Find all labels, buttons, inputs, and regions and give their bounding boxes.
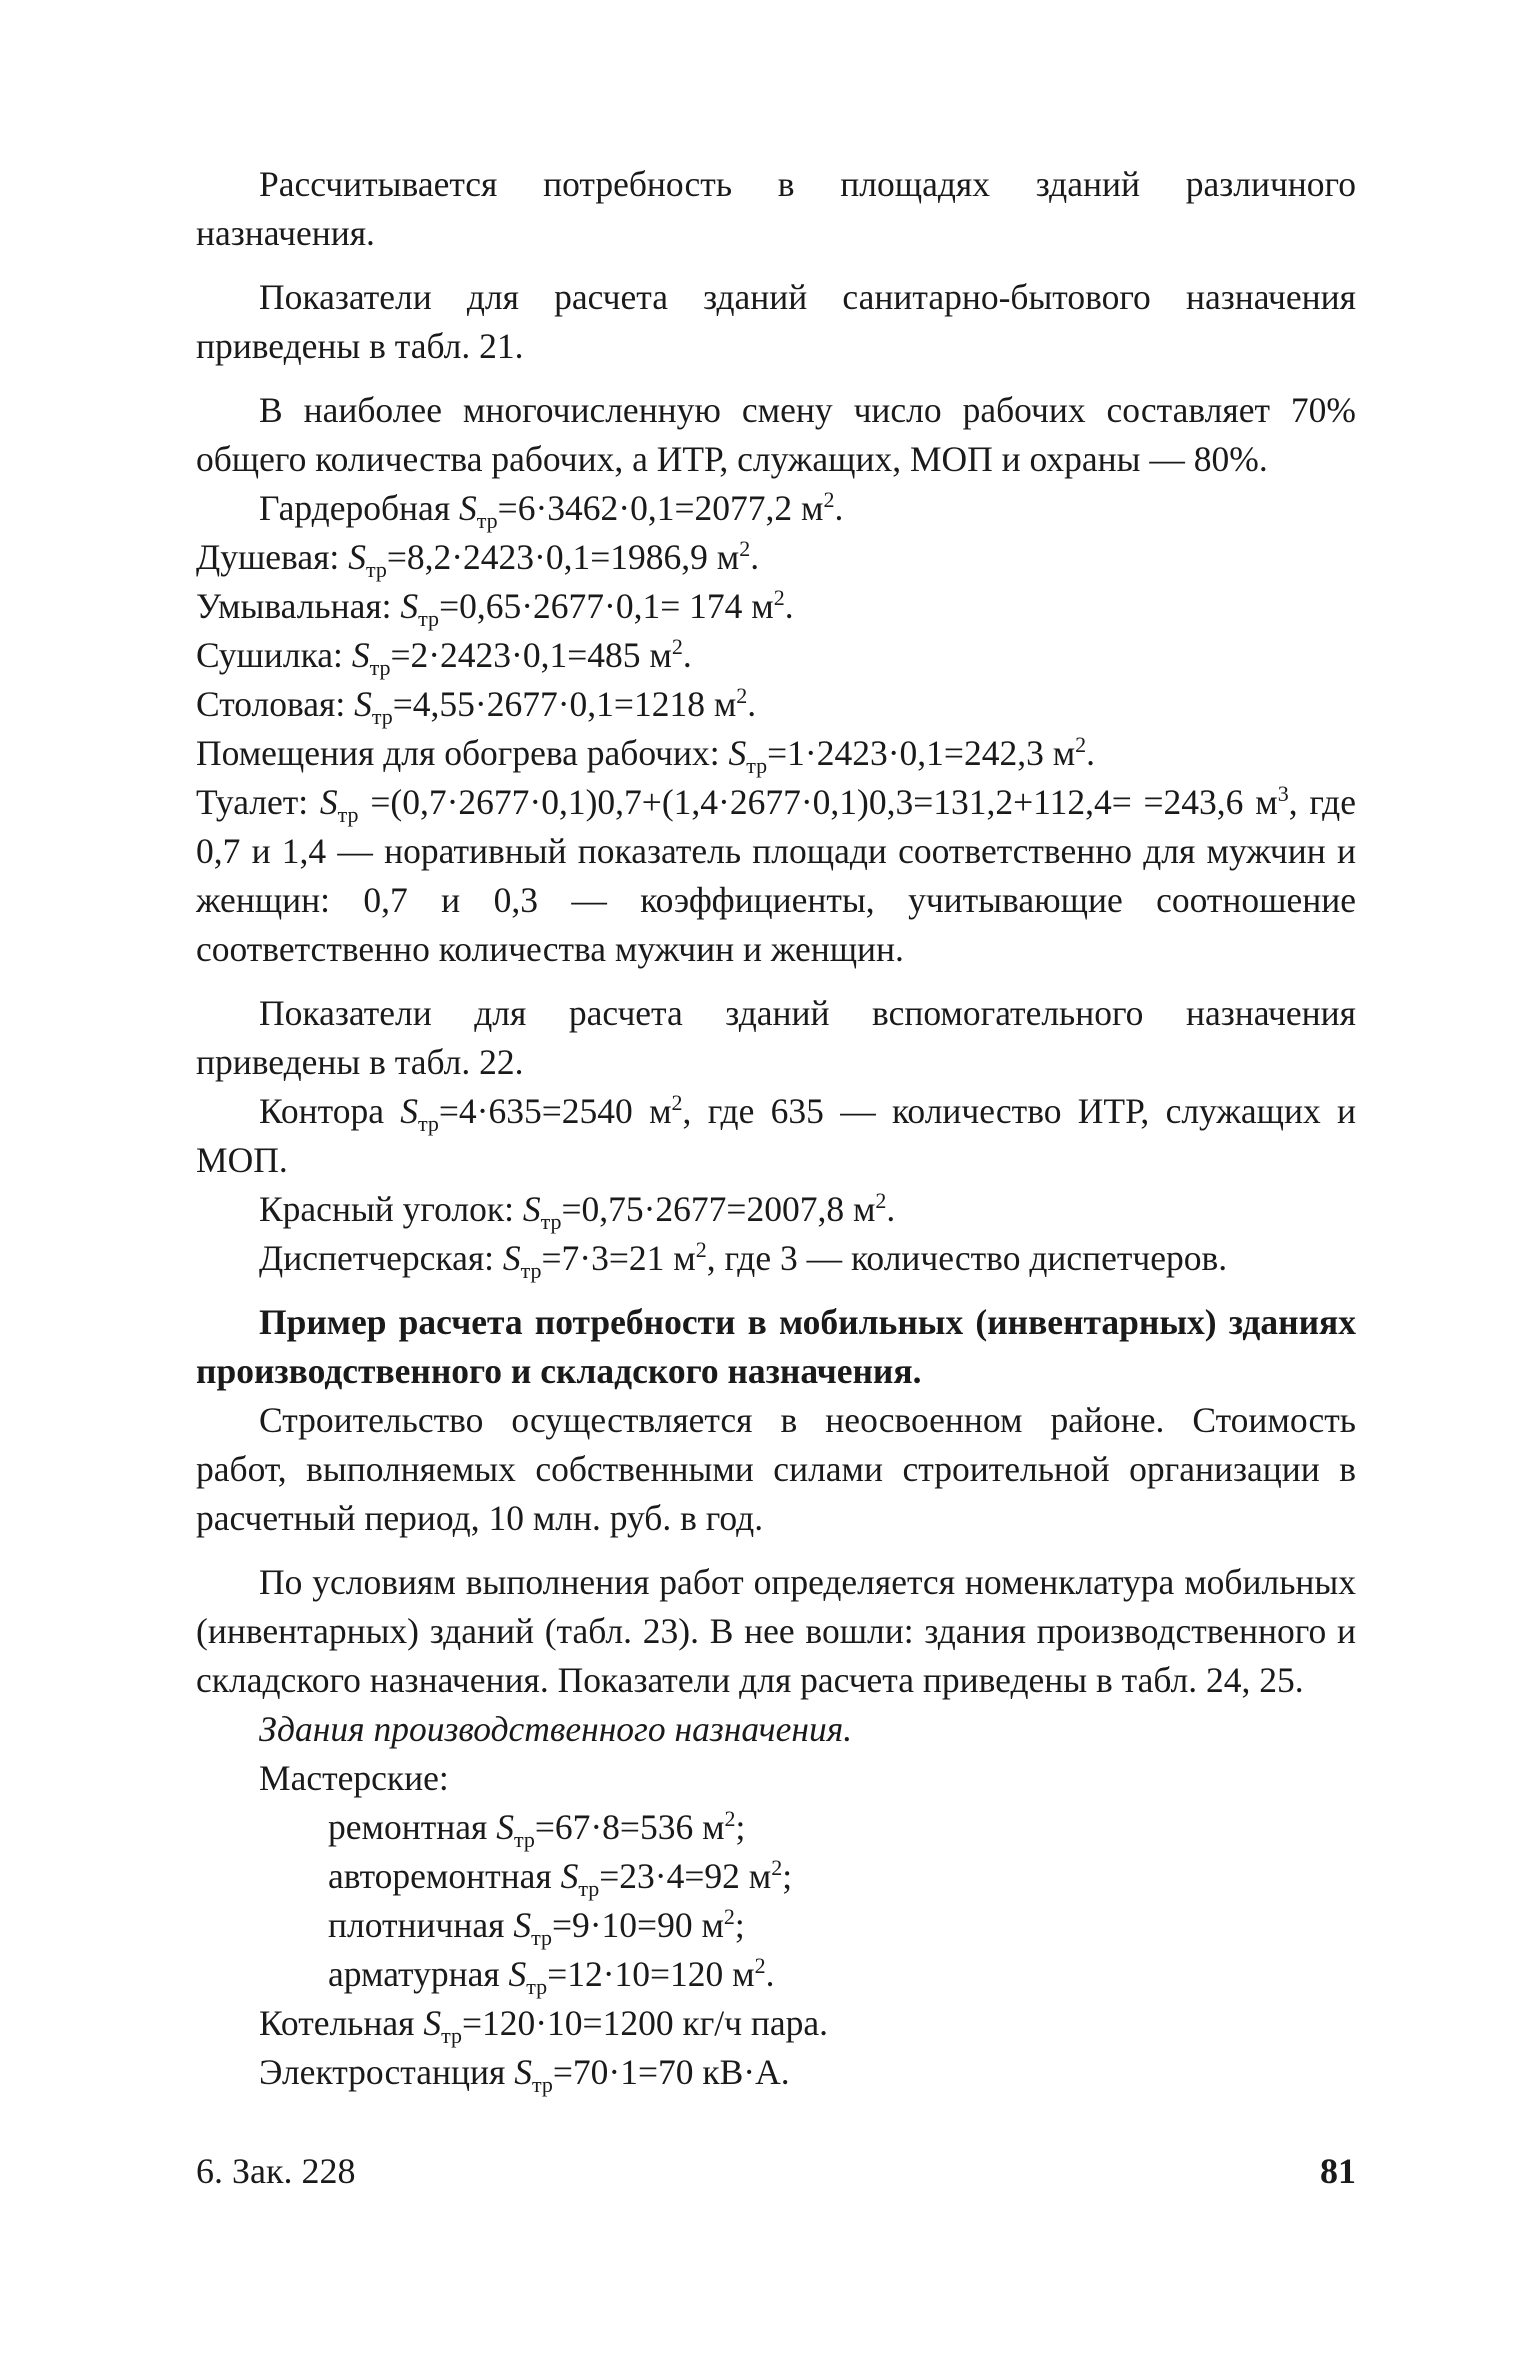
subsection-heading: Здания производственного назначения. [259, 1709, 853, 1749]
masterskie-label: Мастерские: [259, 1758, 449, 1798]
paragraph: Рассчитывается потребность в площадях зданий различного назначения. [196, 164, 1356, 253]
calc-remont: ремонтная $S_{тр}=67\cdot 8=536$ $м^2$; [328, 1806, 746, 1853]
section-heading: Пример расчета потребности в мобильных (инвентарных) зданиях производственного и складского назначения. [196, 1302, 1356, 1391]
paragraph: Показатели для расчета зданий вспомогательного назначения приведены в табл. 22. [196, 993, 1356, 1082]
page-number: 81 [1320, 2151, 1356, 2191]
calc-armat: арматурная $S_{тр}=12\cdot 10=120$ $м^2$. [328, 1953, 775, 2000]
calc-kontora: Контора $S_{тр}=4\cdot 635=2540$ $м^2$, где 635 — количество ИТР, служащих и МОП. [196, 1090, 1356, 1180]
calc-tualet: Туалет: $S_{тр} =(0,7\cdot 2677\cdot 0,1)0,7+(1,4\cdot 2677\cdot 0,1)0,3=131,2+112,4= =243,6$ $м^3$, где 0,7 и 1,4 — норативный показатель площади соответственно для мужчин и женщин: 0,7 и 0,3 — коэффициенты, учитывающие соотношение соответственно количества мужчин и женщин. [196, 781, 1356, 969]
calc-garderob: Гардеробная $S_{тр}=6\cdot 3462\cdot 0,1=2077,2$ $м^2$. [259, 487, 844, 534]
paragraph: Показатели для расчета зданий санитарно-бытового назначения приведены в табл. 21. [196, 277, 1356, 366]
calc-disp: Диспетчерская: $S_{тр}=7\cdot 3=21$ $м^2$, где 3 — количество диспетчеров. [259, 1237, 1228, 1284]
calc-obogrev: Помещения для обогрева рабочих: $S_{тр}=1\cdot 2423\cdot 0,1=242,3$ $м^2$. [196, 732, 1096, 779]
calc-elektro: Электростанция $S_{тр}=70\cdot 1=70$ кВ·А. [259, 2052, 790, 2098]
calc-stol: Столовая: $S_{тр}=4,55\cdot 2677\cdot 0,1=1218$ $м^2$. [196, 683, 757, 730]
paragraph: По условиям выполнения работ определяется номенклатура мобильных (инвентарных) зданий (табл. 23). В нее вошли: здания производственного и складского назначения. Показатели для расчета приведены в табл. 24, 25. [196, 1562, 1356, 1700]
calc-sush: Сушилка: $S_{тр}=2\cdot 2423\cdot 0,1=485$ $м^2$. [196, 634, 692, 681]
print-signature: 6. Зак. 228 [196, 2151, 356, 2191]
calc-ugolok: Красный уголок: $S_{тр}=0,75\cdot 2677=2007,8$ $м^2$. [259, 1188, 896, 1235]
calc-dush: Душевая: $S_{тр}=8,2\cdot 2423\cdot 0,1=1986,9$ $м^2$. [196, 536, 760, 583]
paragraph: Строительство осуществляется в неосвоенном районе. Стоимость работ, выполняемых собственными силами строительной организации в расчетный период, 10 млн. руб. в год. [196, 1400, 1356, 1538]
calc-avto: авторемонтная $S_{тр}=23\cdot 4=92$ $м^2$; [328, 1855, 793, 1902]
calc-umyv: Умывальная: $S_{тр}=0,65\cdot 2677\cdot 0,1= 174$ $м^2$. [196, 585, 794, 632]
calc-kotel: Котельная $S_{тр}=120\cdot 10=1200$ кг/ч пара. [259, 2003, 828, 2049]
document-page [196, 160, 1356, 2097]
paragraph: В наиболее многочисленную смену число рабочих составляет 70% общего количества рабочих, а ИТР, служащих, МОП и охраны — 80%. [196, 390, 1356, 479]
calc-plotn: плотничная $S_{тр}=9\cdot 10=90$ $м^2$; [328, 1904, 745, 1951]
